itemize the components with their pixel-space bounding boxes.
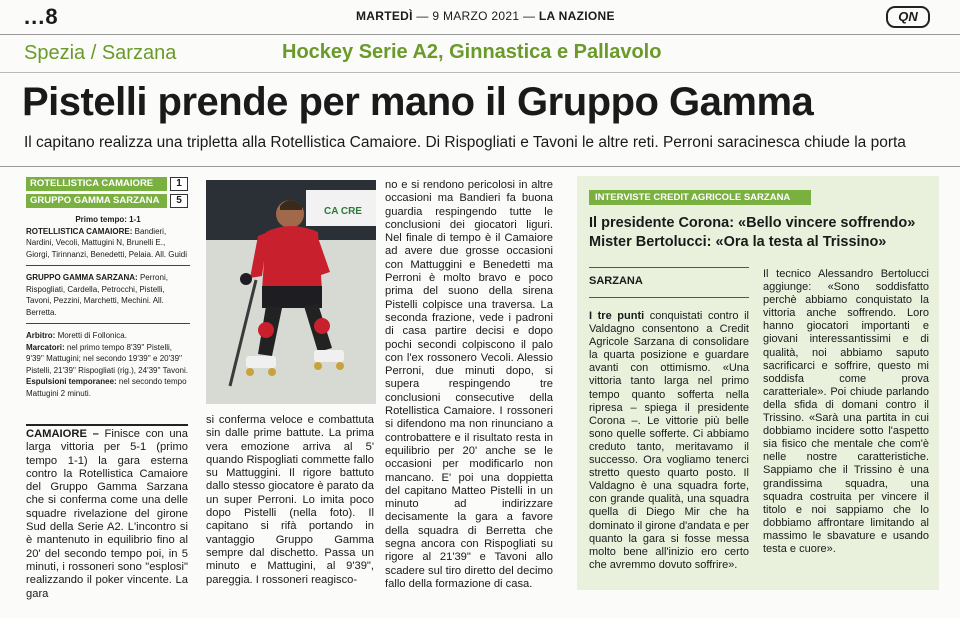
scorers [26,342,190,377]
team-name: ROTELLISTICA CAMAIORE [26,177,167,191]
interview-column-1 [589,310,749,572]
score-row-away [26,194,188,208]
interview-title-2: Mister Bertolucci: «Ora la testa al Trissino» [589,234,887,250]
article-column-3 [385,179,553,591]
factbox-divider [26,323,190,324]
article-column-2 [206,414,374,587]
interview-badge: INTERVISTE CREDIT AGRICOLE SARZANA [589,190,811,205]
section-rule [0,72,960,73]
expulsions-list: nel secondo tempo Mattugini 2 minuti. [26,377,187,398]
header-rule [0,34,960,35]
subheadline: Il capitano realizza una tripletta alla Rotellistica Camaiore. Di Rispogliati e Tavoni le altre reti. Perroni saracinesca chiude la porta [24,134,906,151]
hockey-player-illustration [206,180,376,404]
interview-title-1: Il presidente Corona: «Bello vincere soffrendo» [589,215,916,231]
scoreboard [26,177,188,211]
article-text: si conferma veloce e combattuta sin dalle prime battute. La prima vera emozione arriva al 5' quando Rispogliati commette fallo su Mattuggini. Il rigore battuto dallo stesso giocatore è parato da un super Perroni. Lo imita poco dopo Pistelli (nella foto). Il capitano si rifà portando in vantaggio Gruppo Gamma sempre dal dischetto. Passa un minuto e Mattugini, al 9'39", pareggia. I rossoneri reagisco- [206,414,374,586]
lineup-sarzana [26,272,190,318]
day-label: MARTEDÌ [356,9,413,23]
interview-headline [589,214,915,252]
scorers-list: nel primo tempo 8'39'' Pistelli, 9'39'' Mattugini; nel secondo 19'39'' e 20'39'' Pistelli, 21'39'' Rispogliati (rig.), 24'39'' Tavoni. [26,342,188,375]
column-rule [26,424,188,426]
lineup-label: ROTELLISTICA CAMAIORE: [26,226,133,236]
referee-name: Moretti di Follonica. [57,331,127,340]
interview-text: conquistati contro il Valdagno consentono a Credit Agricole Sarzana di consolidare la quarta posizione e guardare avanti con ottimismo. «Una vittoria tanto larga nel primo tempo quanto sofferta nella ripresa – spiega il presidente Corona –. Le vittorie più belle sono quelle sofferte. Ci abbiamo creduto tanto, meritavamo il successo. Ora vogliamo tenerci stretto questo quarto posto. Il Valdagno è una squadra forte, con grande qualità, una squadra quella di Diego Mir che ha dominato il girone d'andata e per quanto la gara si fosse messa molto bene all'inizio ero certo che avremmo dovuto soffrire». [589,310,749,571]
qn-logo: QN [886,6,930,28]
half-time-score: Primo tempo: 1-1 [75,215,141,224]
match-factbox [26,214,190,399]
article-text: no e si rendono pericolosi in altre occasioni ma Bandieri fa buona guardia respingendo tutte le conclusioni dei giocatori liguri. Nel finale di tempo è il Camaiore ad avere due grosse occasioni con Mattuggini e Benedetti ma Perroni è molto bravo e poco prima del suono della sirena Pistelli colpisce una traversa. La seconda frazione, vede i padroni di casa partire decisi e dopo pochi secondi colpiscono il palo con l'ex rossonero Vecoli. Alessio Perroni, due minuti dopo, si supera respingendo tre conclusioni consecutive della Rotellistica Camaiore. I rossoneri si difendono ma non rinunciano a controbattere e il risultato resta in equilibrio per 20' anche se le occasioni per modificarlo non mancano. E' poi una doppietta del capitano Matteo Pistelli in un minuto ad indirizzare decisamente la gara a favore della squadra di Berretta che segna ancora con Rispogliati su rigore al 21'39" e Tavoni allo scadere sul tiro diretto del decimo fallo della formazione di casa. [385,179,553,590]
lineup-camaiore [26,226,190,261]
interview-text: Il tecnico Alessandro Bertolucci aggiunge: «Sono soddisfatto perchè abbiamo conquistato la vittoria anche soffrendo. Loro hanno giocatori importanti e giovani interessantissimi e di qualità, noi abbiamo saputo sacrificarci e soffrire, questo mi soddisfa come prova caratteriale». Poi chiude parlando della sfida di domani contro il Trissino. «Sarà una partita in cui dobbiamo incidere sotto l'aspetto sia fisico che mentale che com'è nelle nostre caratteristiche. Sappiamo che il Trissino è una grandissima squadra, una squadra costruita per vincere il titolo e noi sappiamo che lo dobbiamo affrontare limitando al massimo le sbavature e usando testa e cuore». [763,268,929,555]
team-goals: 1 [170,177,188,191]
factbox-divider [26,265,190,266]
scorers-label: Marcatori: [26,342,65,352]
score-row-home [26,177,188,191]
date-label: — 9 MARZO 2021 — [416,9,536,23]
expulsions [26,376,190,399]
article-column-1 [26,428,188,601]
page-number: ...8 [24,4,59,29]
team-goals: 5 [170,194,188,208]
article-text: Finisce con una larga vittoria per 5-1 (primo tempo 1-1) la gara esterna contro la Rotellistica Camaiore del Gruppo Gamma Sarzana che si conferma come una delle squadre rivelazione del girone Sud della Serie A2. L'incontro si è mantenuto in equilibrio fino al 20' del secondo tempo poi, in 5 minuti, i rossoneri sono "esplosi" realizzando il poker vincente. La gara [26,428,188,600]
player-photo [206,180,376,404]
sponsor-logo: CA CRE [324,206,362,217]
interview-rule [589,297,749,298]
rubric-title: Hockey Serie A2, Ginnastica e Pallavolo [282,41,662,63]
newspaper-name: LA NAZIONE [538,9,615,23]
interview-rule [589,267,749,268]
interview-dateline: SARZANA [589,275,643,287]
article-dateline: CAMAIORE – [26,428,99,440]
referee [26,330,190,342]
dateline [356,9,615,23]
lineup-players: Perroni, Rispogliati, Cardella, Petrocchi, Pistelli, Tavoni, Pezzini, Marchetti, Mechini. All. Berretta. [26,273,168,317]
interview-column-2 [763,268,929,556]
subhead-rule [0,166,960,167]
team-name: GRUPPO GAMMA SARZANA [26,194,167,208]
headline: Pistelli prende per mano il Gruppo Gamma [22,80,814,124]
lineup-label: GRUPPO GAMMA SARZANA: [26,273,138,282]
referee-label: Arbitro: [26,331,56,340]
expulsions-label: Espulsioni temporanee: [26,377,117,386]
section-title: Spezia / Sarzana [24,42,177,64]
lineup-players: Bandieri, Nardini, Vecoli, Mattugini N, Brunelli E., Giorgi, Tirinnanzi, Benedetti, Pelaia. All. Guidi [26,226,187,259]
interview-lead-word: I tre punti [589,310,645,322]
